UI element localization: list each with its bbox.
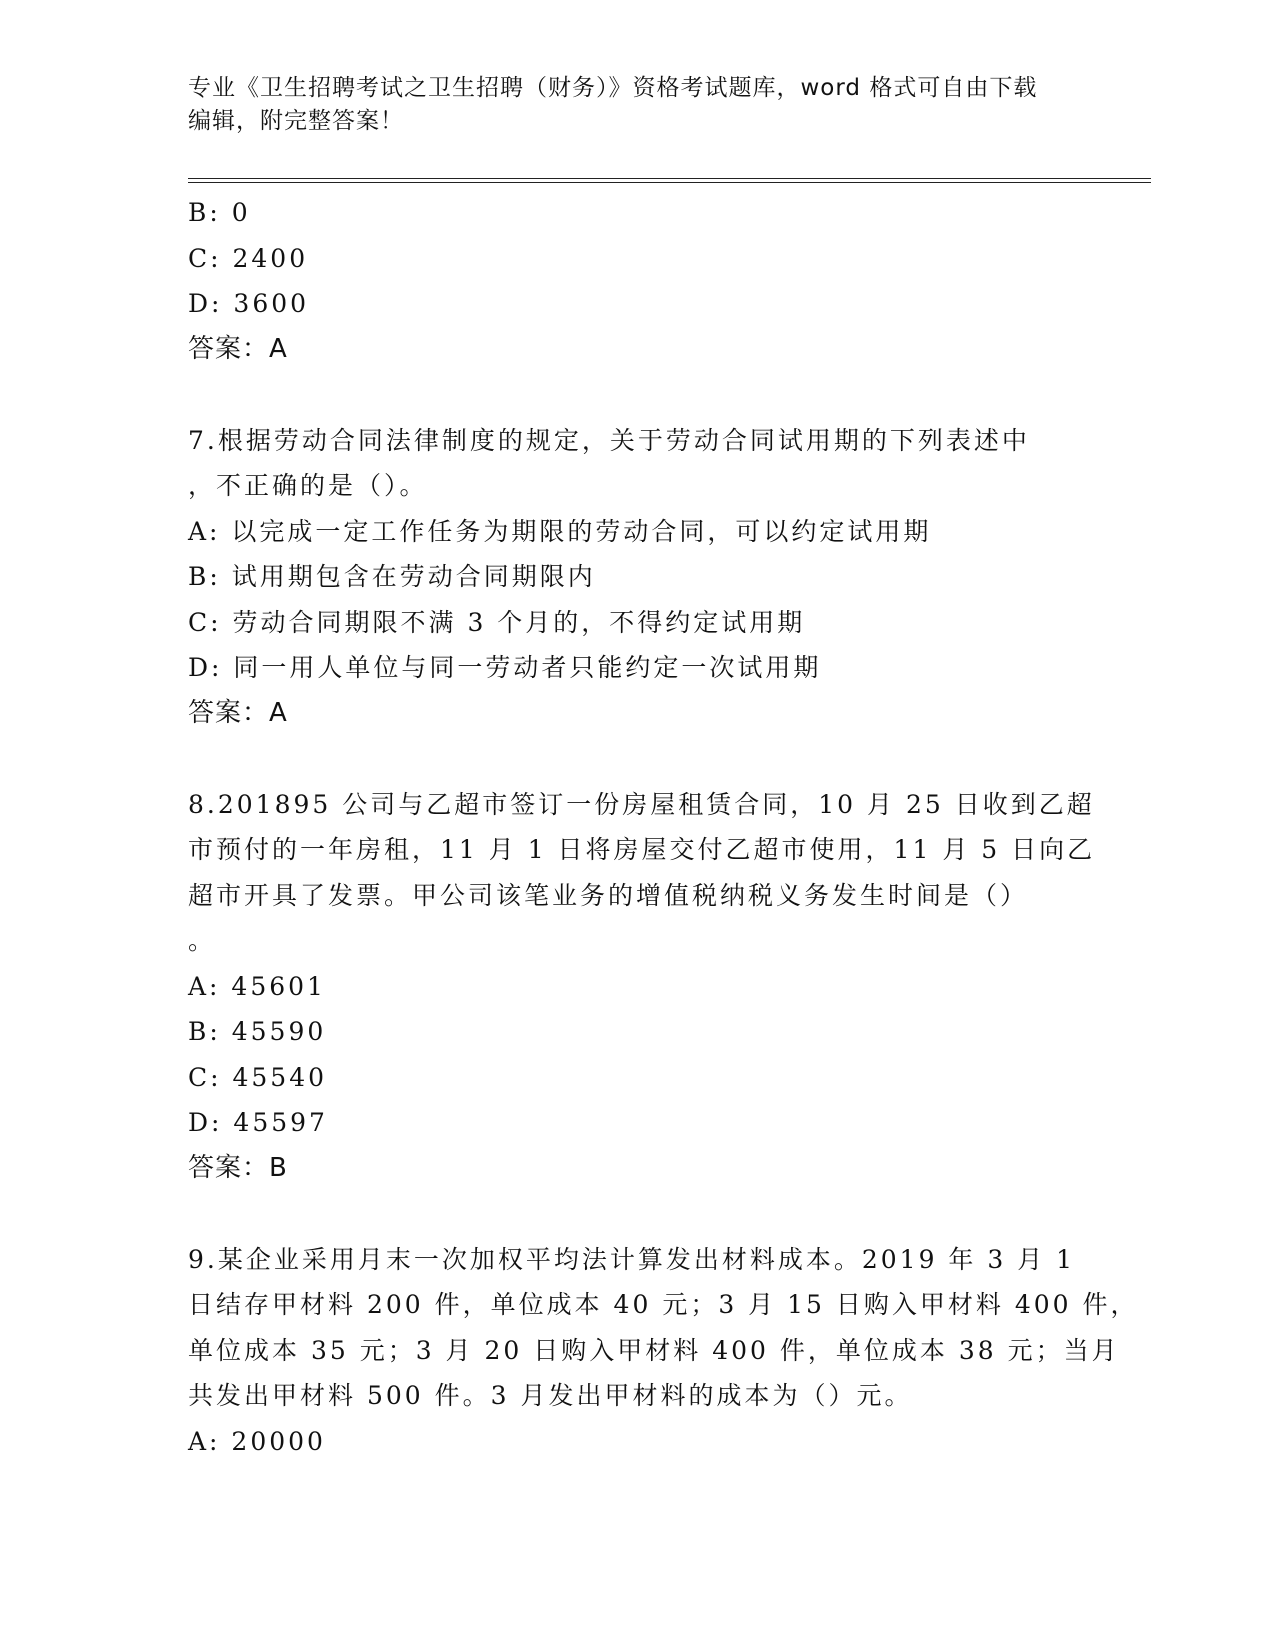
- question-stem: 7.根据劳动合同法律制度的规定，关于劳动合同试用期的下列表述中: [188, 425, 1030, 455]
- question-stem: 日结存甲材料 200 件，单位成本 40 元；3 月 15 日购入甲材料 400 件，: [188, 1290, 1139, 1319]
- option-c: C: 劳动合同期限不满 3 个月的，不得约定试用期: [188, 607, 806, 637]
- header-title-line-2: 编辑，附完整答案！: [188, 108, 404, 134]
- question-stem: 超市开具了发票。甲公司该笔业务的增值税纳税义务发生时间是（）: [188, 880, 1029, 910]
- option-b: B: 试用期包含在劳动合同期限内: [188, 562, 596, 591]
- page-header: [188, 72, 1088, 138]
- option-b: B: 45590: [188, 1017, 327, 1046]
- question-7: [188, 418, 1088, 737]
- question-stem: 共发出甲材料 500 件。3 月发出甲材料的成本为（）元。: [188, 1381, 913, 1410]
- answer: 答案：B: [188, 1152, 288, 1183]
- option-b: B: 0: [188, 198, 251, 227]
- spacer: [188, 1191, 1088, 1237]
- option-d: D: 45597: [188, 1108, 328, 1137]
- option-d: D: 同一用人单位与同一劳动者只能约定一次试用期: [188, 653, 822, 682]
- question-6-tail: [188, 190, 1088, 372]
- option-d: D: 3600: [188, 289, 310, 318]
- question-stem: 8.201895 公司与乙超市签订一份房屋租赁合同，10 月 25 日收到乙超: [188, 789, 1095, 819]
- question-stem: 市预付的一年房租，11 月 1 日将房屋交付乙超市使用，11 月 5 日向乙: [188, 835, 1096, 864]
- option-c: C: 45540: [188, 1062, 328, 1092]
- option-a: A: 20000: [188, 1426, 326, 1456]
- question-stem: 单位成本 35 元；3 月 20 日购入甲材料 400 件，单位成本 38 元；当月: [188, 1335, 1120, 1365]
- option-a: A: 以完成一定工作任务为期限的劳动合同，可以约定试用期: [188, 516, 932, 546]
- option-c: C: 2400: [188, 243, 309, 273]
- question-9: [188, 1237, 1139, 1465]
- exam-content: [188, 190, 1139, 1464]
- option-a: A: 45601: [188, 971, 326, 1001]
- answer: 答案：A: [188, 697, 288, 728]
- spacer: [188, 736, 1088, 782]
- question-stem: 。: [188, 926, 217, 955]
- question-stem: ，不正确的是（）。: [188, 471, 428, 500]
- answer: 答案：A: [188, 333, 288, 364]
- header-title-line-1: 专业《卫生招聘考试之卫生招聘（财务）》资格考试题库，word 格式可自由下载: [188, 75, 1038, 101]
- question-stem: 9.某企业采用月末一次加权平均法计算发出材料成本。2019 年 3 月 1: [188, 1244, 1076, 1274]
- header-divider: [188, 178, 1151, 183]
- question-8: [188, 782, 1096, 1192]
- spacer: [188, 372, 1088, 418]
